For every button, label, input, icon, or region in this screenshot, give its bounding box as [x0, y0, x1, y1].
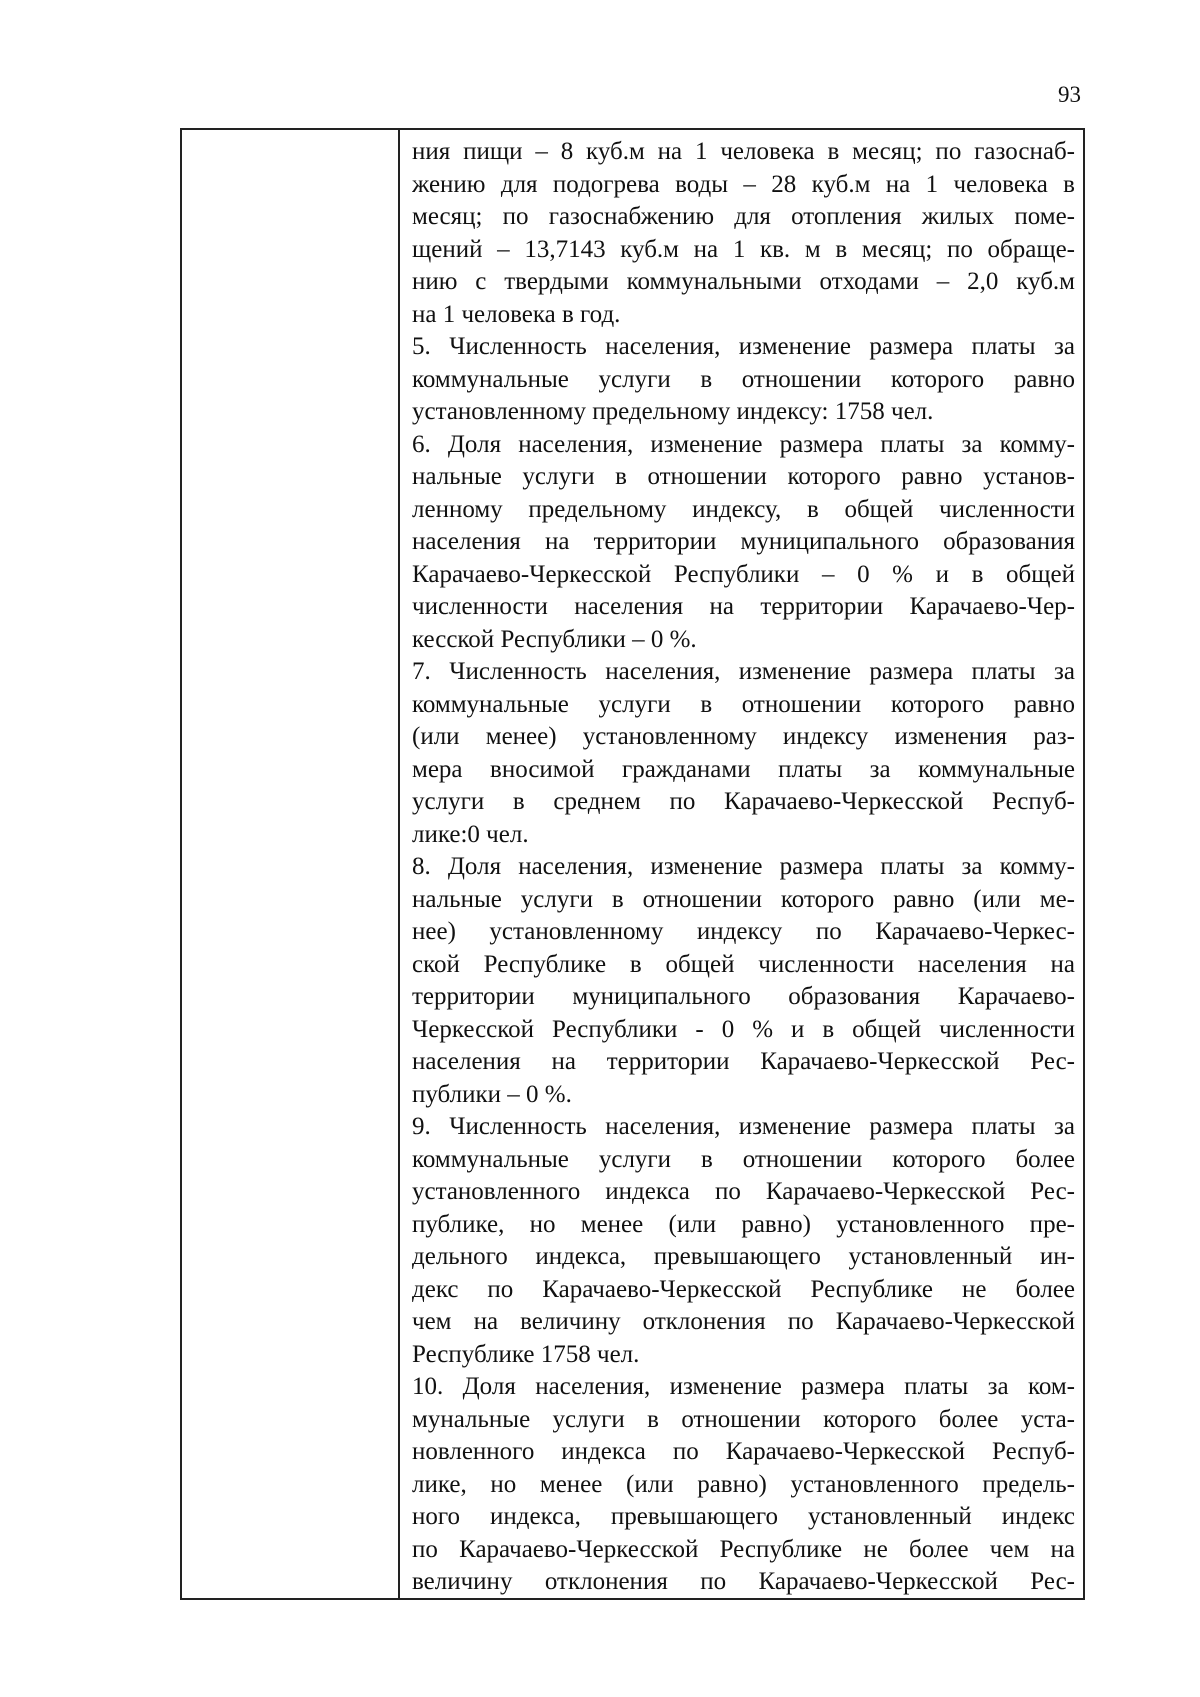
text-line: ного индекса, превышающего установленный индекс — [412, 1503, 1075, 1530]
page-number: 93 — [1058, 82, 1081, 107]
text-line: ния пищи – 8 куб.м на 1 человека в месяц; по газоснаб- — [412, 138, 1075, 165]
text-line: мунальные услуги в отношении которого более уста- — [412, 1405, 1075, 1433]
text-line: 9. Численность населения, изменение размера платы за — [412, 1113, 1075, 1140]
text-line: 6. Доля населения, изменение размера платы за комму- — [412, 430, 1075, 458]
text-line: жению для подогрева воды – 28 куб.м на 1 человека в — [412, 170, 1075, 198]
text-line: публике, но менее (или равно) установленного пре- — [412, 1210, 1075, 1238]
text-line: услуги в среднем по Карачаево-Черкесской Респуб- — [412, 788, 1075, 815]
text-line: коммунальные услуги в отношении которого более — [412, 1145, 1075, 1173]
text-line: 8. Доля населения, изменение размера платы за комму- — [412, 853, 1075, 880]
text-line: Черкесской Республики - 0 % и в общей численности — [412, 1015, 1075, 1043]
text-line: Республике 1758 чел. — [412, 1340, 640, 1368]
text-line: на 1 человека в год. — [412, 300, 621, 328]
text-line: (или менее) установленному индексу изменения раз- — [412, 723, 1075, 750]
text-line: декс по Карачаево-Черкесской Республике не более — [412, 1275, 1075, 1303]
text-line: коммунальные услуги в отношении которого равно — [412, 690, 1075, 718]
text-line: населения на территории Карачаево-Черкесской Рес- — [412, 1048, 1075, 1075]
text-line: лике:0 чел. — [412, 820, 529, 848]
text-line: кесской Республики – 0 %. — [412, 625, 697, 653]
document-table — [180, 128, 1085, 1600]
text-line: новленного индекса по Карачаево-Черкесской Респуб- — [412, 1438, 1075, 1465]
text-line: территории муниципального образования Карачаево- — [412, 983, 1075, 1010]
text-line: Карачаево-Черкесской Республики – 0 % и в общей — [412, 560, 1075, 588]
text-line: публики – 0 %. — [412, 1080, 572, 1108]
text-line: месяц; по газоснабжению для отопления жилых поме- — [412, 203, 1075, 230]
text-line: нальные услуги в отношении которого равно установ- — [412, 463, 1075, 490]
text-line: нальные услуги в отношении которого равно (или ме- — [412, 885, 1075, 913]
text-line: 10. Доля населения, изменение размера платы за ком- — [412, 1373, 1075, 1400]
text-line: нию с твердыми коммунальными отходами – 2,0 куб.м — [412, 268, 1075, 295]
text-line: лике, но менее (или равно) установленного предель- — [412, 1470, 1075, 1498]
text-line: ской Республике в общей численности населения на — [412, 950, 1075, 978]
text-line: величину отклонения по Карачаево-Черкесской Рес- — [412, 1568, 1075, 1595]
table-left-cell — [182, 130, 400, 1598]
text-line: нее) установленному индексу по Карачаево-Черкес- — [412, 918, 1075, 945]
table-right-cell — [402, 130, 1083, 1598]
text-line: численности населения на территории Карачаево-Чер- — [412, 593, 1075, 620]
text-line: щений – 13,7143 куб.м на 1 кв. м в месяц; по обраще- — [412, 235, 1075, 263]
text-line: дельного индекса, превышающего установленный ин- — [412, 1243, 1075, 1270]
text-line: коммунальные услуги в отношении которого равно — [412, 365, 1075, 393]
text-line: ленному предельному индексу, в общей численности — [412, 495, 1075, 523]
text-line: мера вносимой гражданами платы за коммунальные — [412, 755, 1075, 783]
text-line: населения на территории муниципального образования — [412, 528, 1075, 555]
text-line: установленного индекса по Карачаево-Черкесской Рес- — [412, 1178, 1075, 1205]
text-line: по Карачаево-Черкесской Республике не более чем на — [412, 1535, 1075, 1563]
text-line: 5. Численность населения, изменение размера платы за — [412, 333, 1075, 360]
text-line: установленному предельному индексу: 1758 чел. — [412, 398, 934, 425]
text-line: чем на величину отклонения по Карачаево-Черкесской — [412, 1308, 1075, 1335]
text-line: 7. Численность населения, изменение размера платы за — [412, 658, 1075, 685]
